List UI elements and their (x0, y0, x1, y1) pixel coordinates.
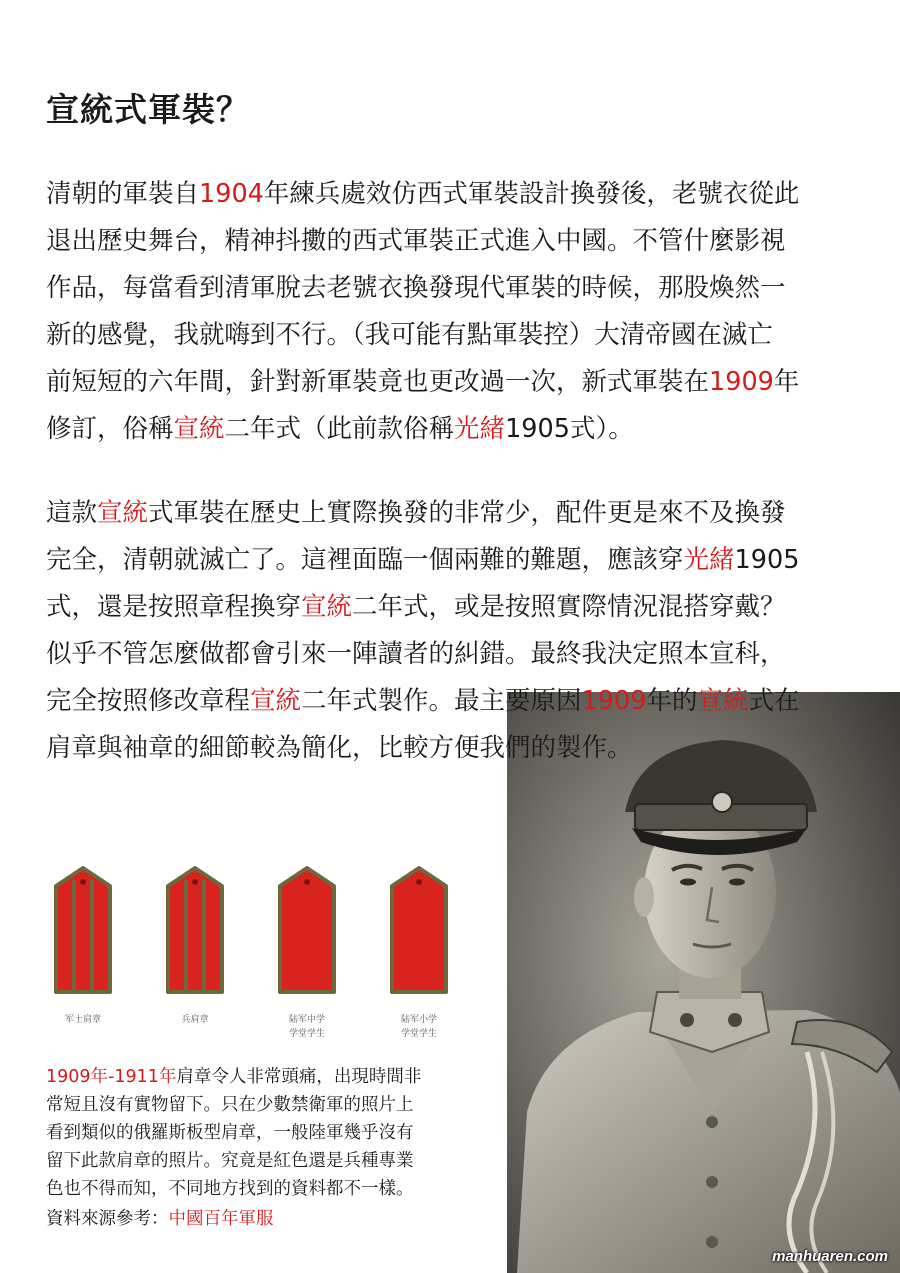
text-line: 兵肩章 (181, 1015, 209, 1025)
epaulette-chart (0, 850, 507, 1055)
text-segment: 肩章與袖章的細節較為簡化，比較方便我們的製作。 (46, 733, 633, 763)
highlight-term: 宣統 (173, 414, 225, 444)
text-segment: 修訂，俗稱 (46, 414, 174, 444)
highlight-term: 1909 (709, 367, 774, 397)
choice-paragraph (46, 490, 846, 772)
epaulette-stripe (72, 880, 76, 990)
highlight-term: 1904 (199, 179, 264, 209)
text-segment: 新的感覺，我就嗨到不行。（我可能有點軍裝控）大清帝國在滅亡 (46, 320, 773, 350)
text-segment: 1905式）。 (505, 414, 634, 444)
source-reference (46, 1205, 274, 1233)
epaulette-label (38, 1013, 128, 1027)
highlight-term: 光緒 (454, 414, 506, 444)
epaulette-stripe (184, 880, 188, 990)
text-segment: 退出歷史舞台，精神抖擻的西式軍裝正式進入中國。不管什麼影視 (46, 226, 786, 256)
text-segment: 前短短的六年間，針對新軍裝竟也更改過一次，新式軍裝在 (46, 367, 710, 397)
epaulette-label (374, 1013, 464, 1041)
text-segment: 似乎不管怎麼做都會引來一陣讀者的糾錯。最終我決定照本宣科， (46, 639, 786, 669)
text-segment: 色也不得而知，不同地方找到的資料都不一樣。 (46, 1179, 414, 1199)
epaulette-label (262, 1013, 352, 1041)
epaulette (168, 868, 222, 992)
text-segment: 留下此款肩章的照片。究竟是紅色還是兵種專業 (46, 1151, 414, 1171)
text-segment: 二年式，或是按照實際情況混搭穿戴？ (352, 592, 786, 622)
text-segment: 年的 (646, 686, 698, 716)
epaulette (56, 868, 110, 992)
epaulette-button (304, 879, 310, 885)
source-label: 資料來源參考： (46, 1209, 169, 1229)
text-segment: 年 (773, 367, 800, 397)
epaulette-stripe (202, 880, 206, 990)
highlight-term: 1909 (581, 686, 647, 716)
highlight-term: 宣統 (250, 686, 302, 716)
officer-portrait-illustration (507, 692, 900, 1273)
text-line: 陆军中学 (288, 1015, 325, 1025)
highlight-term: 宣統 (697, 686, 749, 716)
text-line: 学堂学生 (400, 1029, 437, 1039)
text-segment: 作品，每當看到清軍脫去老號衣換發現代軍裝的時候，那股煥然一 (46, 273, 786, 303)
text-segment: 二年式製作。最主要原因 (301, 686, 582, 716)
text-line: 陆军小学 (400, 1015, 437, 1025)
highlight-term: 光緒 (683, 545, 735, 575)
text-segment: 式在 (748, 686, 800, 716)
text-segment: 看到類似的俄羅斯板型肩章，一般陸軍幾乎沒有 (46, 1123, 414, 1143)
highlight-term: 宣統 (97, 498, 149, 528)
text-segment: 清朝的軍裝自 (46, 179, 200, 209)
officer-portrait-photo (507, 692, 900, 1273)
epaulette (280, 868, 334, 992)
text-segment: 二年式（此前款俗稱 (224, 414, 455, 444)
text-segment: 常短且沒有實物留下。只在少數禁衛軍的照片上 (46, 1095, 414, 1115)
text-segment: 肩章令人非常頭痛，出現時間非 (176, 1067, 422, 1087)
text-segment: 式軍裝在歷史上實際換發的非常少，配件更是來不及換發 (148, 498, 786, 528)
text-segment: 年練兵處效仿西式軍裝設計換發後，老號衣從此 (263, 179, 800, 209)
text-line: 军士肩章 (64, 1015, 101, 1025)
text-segment: 1905 (734, 545, 800, 575)
epaulette-button (80, 879, 86, 885)
text-segment: 這款 (46, 498, 98, 528)
text-segment: 完全，清朝就滅亡了。這裡面臨一個兩難的難題，應該穿 (46, 545, 684, 575)
text-segment: 完全按照修改章程 (46, 686, 251, 716)
highlight-term: 1909年-1911年 (46, 1067, 177, 1087)
epaulette-caption (46, 1063, 496, 1203)
text-line: 学堂学生 (288, 1029, 325, 1039)
highlight-term: 宣統 (301, 592, 353, 622)
page-title: 宣統式軍裝？ (46, 90, 250, 129)
epaulette-button (192, 879, 198, 885)
text-segment: 式，還是按照章程換穿 (46, 592, 302, 622)
source-title: 中國百年軍服 (168, 1209, 274, 1229)
watermark: manhuaren.com (772, 1248, 888, 1265)
epaulette (392, 868, 446, 992)
intro-paragraph (46, 171, 846, 453)
epaulette-stripe (90, 880, 94, 990)
epaulette-button (416, 879, 422, 885)
epaulette-label (150, 1013, 240, 1027)
